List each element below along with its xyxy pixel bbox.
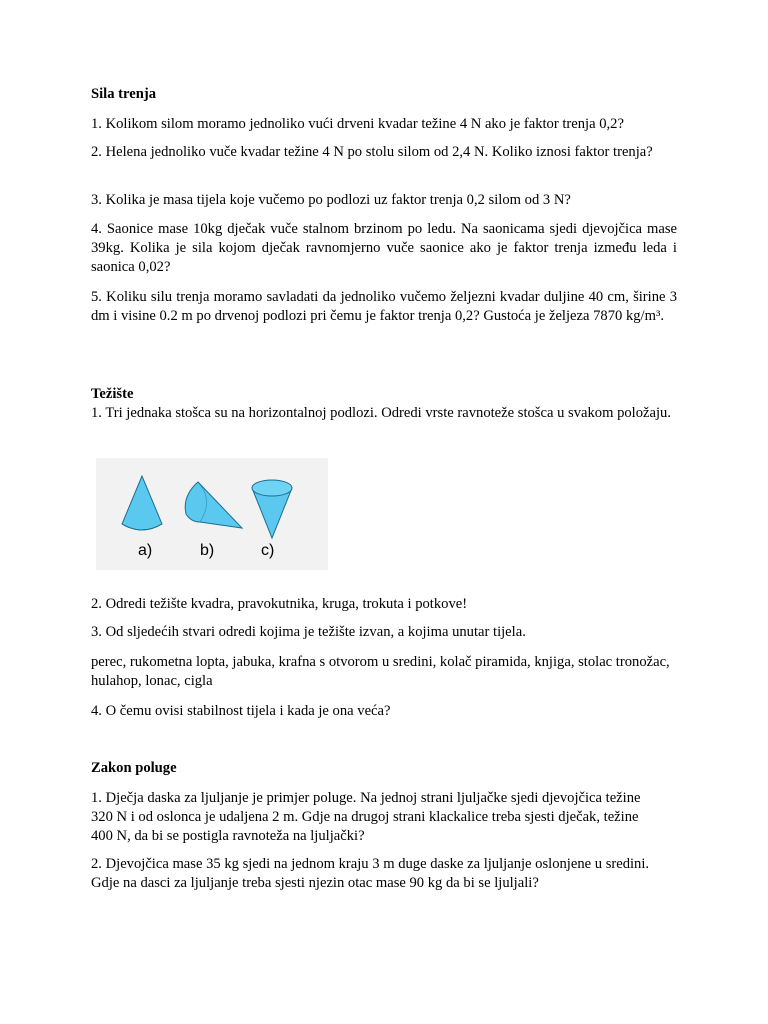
center-of-mass-question-4: 4. O čemu ovisi stabilnost tijela i kada je ona veća? — [91, 703, 391, 719]
section-title-friction: Sila trenja — [91, 86, 156, 102]
center-of-mass-question-3: 3. Od sljedećih stvari odredi kojima je težište izvan, a kojima unutar tijela. — [91, 624, 526, 640]
figure-label-b: b) — [200, 542, 215, 559]
figure-label-a: a) — [138, 542, 153, 559]
lever-question-1: 1. Dječja daska za ljuljanje je primjer poluge. Na jednoj strani ljuljačke sjedi djevojčica težine 320 N i od oslonca je udaljena 2 m. Gdje na drugoj strani klackalice treba sjesti dječak, težine 400 N, da bi se postigla ravnoteža na ljuljački? — [91, 790, 641, 844]
friction-question-1: 1. Kolikom silom moramo jednoliko vući drveni kvadar težine 4 N ako je faktor trenja 0,2? — [91, 116, 624, 132]
cone-on-side — [185, 482, 242, 528]
center-of-mass-items-list: perec, rukometna lopta, jabuka, krafna s otvorom u sredini, kolač piramida, knjiga, stolac tronožac, hulahop, lonac, cigla — [91, 654, 670, 689]
friction-question-4: 4. Saonice mase 10kg dječak vuče stalnom brzinom po ledu. Na saonicama sjedi djevojčica mase 39kg. Kolika je sila kojom dječak ravnomjerno vuče saonice ako je faktor trenja između leda i saonica 0,02? — [91, 221, 677, 275]
friction-question-2: 2. Helena jednoliko vuče kvadar težine 4 N po stolu silom od 2,4 N. Koliko iznosi faktor trenja? — [91, 144, 653, 160]
center-of-mass-question-2: 2. Odredi težište kvadra, pravokutnika, kruga, trokuta i potkove! — [91, 596, 468, 612]
cone-upright — [122, 476, 162, 530]
cone-inverted — [252, 480, 292, 538]
cones-figure — [96, 458, 328, 570]
section-title-lever: Zakon poluge — [91, 760, 177, 776]
friction-question-5: 5. Koliku silu trenja moramo savladati da jednoliko vučemo željezni kvadar duljine 40 cm, širine 3 dm i visine 0.2 m po drvenoj podlozi pri čemu je faktor trenja 0,2? Gustoća je željeza 7870 kg/m³. — [91, 289, 677, 324]
center-of-mass-question-1: 1. Tri jednaka stošca su na horizontalnoj podlozi. Odredi vrste ravnoteže stošca u svakom položaju. — [91, 405, 671, 421]
section-title-center-of-mass: Težište — [91, 386, 134, 402]
friction-question-3: 3. Kolika je masa tijela koje vučemo po podlozi uz faktor trenja 0,2 silom od 3 N? — [91, 192, 571, 208]
figure-label-c: c) — [261, 542, 275, 559]
lever-question-2: 2. Djevojčica mase 35 kg sjedi na jednom kraju 3 m duge daske za ljuljanje oslonjene u sredini. Gdje na dasci za ljuljanje treba sjesti njezin otac mase 90 kg da bi se ljuljali? — [91, 856, 650, 891]
